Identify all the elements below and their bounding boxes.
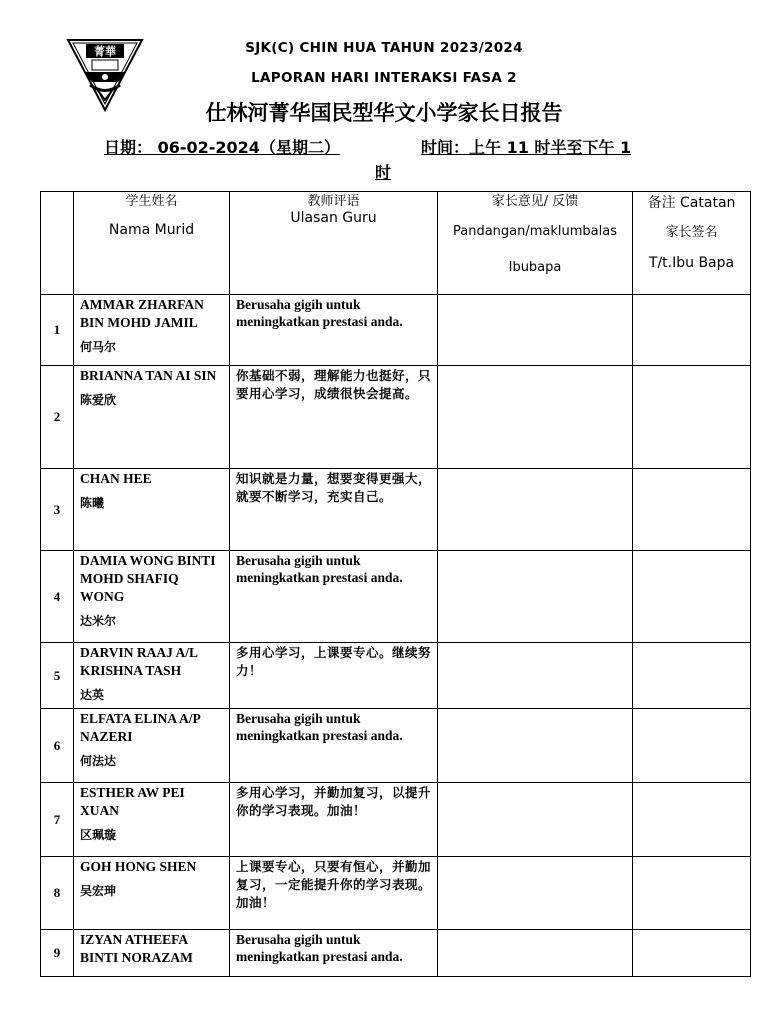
report-title-chinese: 仕林河菁华国民型华文小学家长日报告 — [205, 100, 563, 125]
teacher-comment: Berusaha gigih untuk meningkatkan prestasi anda. — [230, 551, 438, 643]
header-note-3: T/t.Ibu Bapa — [648, 255, 735, 271]
header-student-name — [74, 192, 230, 295]
parent-signature-cell[interactable] — [633, 783, 751, 857]
school-name-heading: SJK(C) CHIN HUA TAHUN 2023/2024 — [245, 40, 523, 56]
parent-signature-cell[interactable] — [633, 295, 751, 366]
student-name-cell — [74, 783, 230, 857]
student-name: GOH HONG SHEN — [80, 859, 197, 874]
header-parent-ms-1: Pandangan/maklumbalas — [453, 224, 617, 239]
time-continuation: 时 — [375, 163, 392, 182]
parent-feedback-cell[interactable] — [438, 551, 633, 643]
parent-signature-cell[interactable] — [633, 857, 751, 930]
header-note-2: 家长签名 — [665, 225, 718, 240]
table-row — [41, 643, 751, 709]
header-notes — [633, 192, 751, 295]
parent-feedback-cell[interactable] — [438, 643, 633, 709]
student-name-cell — [74, 469, 230, 551]
student-chinese-name: 达英 — [80, 688, 105, 702]
student-chinese-name: 陈曦 — [80, 496, 105, 510]
student-name: AMMAR ZHARFAN BIN MOHD JAMIL — [80, 297, 204, 330]
student-name-cell — [74, 930, 230, 977]
header-note-1: 备注 Catatan — [647, 195, 736, 211]
student-name: DARVIN RAAJ A/L KRISHNA TASH — [80, 645, 198, 678]
student-chinese-name: 达米尔 — [80, 614, 117, 628]
student-name: IZYAN ATHEEFA BINTI NORAZAM — [80, 932, 193, 965]
table-row — [41, 930, 751, 977]
student-rows — [41, 295, 751, 977]
student-chinese-name: 何法达 — [80, 754, 117, 768]
student-chinese-name: 吴宏珅 — [80, 884, 117, 898]
table-row — [41, 783, 751, 857]
teacher-comment: 你基础不弱，理解能力也挺好，只要用心学习，成绩很快会提高。 — [230, 366, 438, 469]
row-number: 1 — [41, 295, 74, 366]
parent-feedback-cell[interactable] — [438, 366, 633, 469]
row-number: 5 — [41, 643, 74, 709]
student-name: BRIANNA TAN AI SIN — [80, 368, 217, 383]
svg-text:菁華: 菁華 — [94, 45, 116, 58]
parent-signature-cell[interactable] — [633, 469, 751, 551]
time-line — [421, 135, 631, 158]
student-name: CHAN HEE — [80, 471, 152, 486]
parent-signature-cell[interactable] — [633, 643, 751, 709]
parent-signature-cell[interactable] — [633, 709, 751, 783]
student-name-cell — [74, 857, 230, 930]
parent-signature-cell[interactable] — [633, 930, 751, 977]
report-table — [40, 191, 751, 977]
table-row — [41, 295, 751, 366]
header-teacher-cn: 教师评语 — [307, 194, 360, 209]
row-number: 3 — [41, 469, 74, 551]
student-chinese-name: 何马尔 — [80, 340, 117, 354]
teacher-comment: 多用心学习，上课要专心。继续努力！ — [230, 643, 438, 709]
parent-feedback-cell[interactable] — [438, 930, 633, 977]
teacher-comment: 多用心学习，并勤加复习，以提升你的学习表现。加油！ — [230, 783, 438, 857]
header-number-cell — [41, 192, 74, 295]
row-number: 6 — [41, 709, 74, 783]
parent-feedback-cell[interactable] — [438, 295, 633, 366]
parent-feedback-cell[interactable] — [438, 857, 633, 930]
table-header-row — [41, 192, 751, 295]
student-name-cell — [74, 709, 230, 783]
student-chinese-name: 区珮璇 — [80, 828, 117, 842]
student-name-cell — [74, 551, 230, 643]
date-label: 日期： — [104, 138, 153, 157]
student-name: DAMIA WONG BINTI MOHD SHAFIQ WONG — [80, 553, 216, 604]
header-parent-cn: 家长意见/ 反馈 — [491, 194, 579, 209]
time-label: 时间： — [421, 138, 470, 157]
header-name-cn: 学生姓名 — [125, 194, 178, 209]
table-row — [41, 709, 751, 783]
parent-feedback-cell[interactable] — [438, 783, 633, 857]
row-number: 2 — [41, 366, 74, 469]
time-value: 上午 11 时半至下午 1 — [469, 138, 632, 157]
student-chinese-name: 陈爱欣 — [80, 393, 117, 407]
teacher-comment: Berusaha gigih untuk meningkatkan prestasi anda. — [230, 930, 438, 977]
header-name-ms: Nama Murid — [108, 222, 195, 238]
student-name-cell — [74, 295, 230, 366]
teacher-comment: 上课要专心，只要有恒心，并勤加复习，一定能提升你的学习表现。加油！ — [230, 857, 438, 930]
student-name-cell — [74, 366, 230, 469]
header-teacher-comment — [230, 192, 438, 295]
parent-feedback-cell[interactable] — [438, 709, 633, 783]
date-line — [104, 135, 340, 158]
parent-signature-cell[interactable] — [633, 551, 751, 643]
row-number: 8 — [41, 857, 74, 930]
row-number: 9 — [41, 930, 74, 977]
teacher-comment: Berusaha gigih untuk meningkatkan prestasi anda. — [230, 295, 438, 366]
header-parent-ms-2: Ibubapa — [508, 260, 562, 275]
table-row — [41, 366, 751, 469]
table-row — [41, 469, 751, 551]
table-row — [41, 857, 751, 930]
table-row — [41, 551, 751, 643]
parent-signature-cell[interactable] — [633, 366, 751, 469]
student-name: ESTHER AW PEI XUAN — [80, 785, 185, 818]
student-name-cell — [74, 643, 230, 709]
row-number: 7 — [41, 783, 74, 857]
teacher-comment: Berusaha gigih untuk meningkatkan prestasi anda. — [230, 709, 438, 783]
date-value: 06-02-2024（星期二） — [157, 138, 340, 157]
header-parent-feedback — [438, 192, 633, 295]
report-heading: LAPORAN HARI INTERAKSI FASA 2 — [251, 70, 517, 86]
student-name: ELFATA ELINA A/P NAZERI — [80, 711, 201, 744]
teacher-comment: 知识就是力量，想要变得更强大，就要不断学习，充实自己。 — [230, 469, 438, 551]
row-number: 4 — [41, 551, 74, 643]
parent-feedback-cell[interactable] — [438, 469, 633, 551]
header-teacher-ms: Ulasan Guru — [290, 210, 377, 226]
